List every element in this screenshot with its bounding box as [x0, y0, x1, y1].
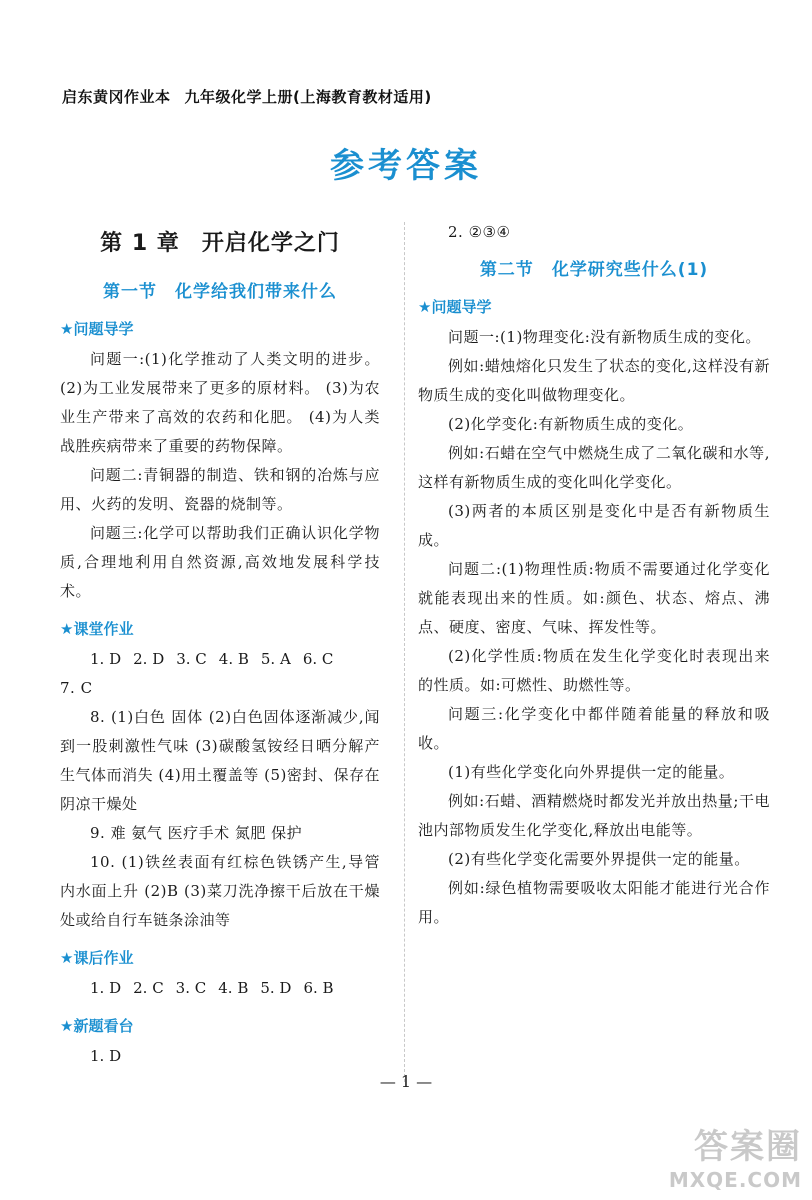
answer-10: 10. (1)铁丝表面有红棕色铁锈产生,导管内水面上升 (2)B (3)菜刀洗净擦干后放在干燥处或给自行车链条涂油等 [60, 853, 380, 929]
section-title: 化学研究些什么(1) [551, 260, 709, 280]
answer-item: 6. C [302, 650, 334, 668]
paragraph: 问题三:化学变化中都伴随着能量的释放和吸收。 [418, 705, 770, 752]
watermark-url: MXQE.COM [668, 1168, 802, 1192]
answer-item: 6. B [303, 979, 334, 997]
answer-item: 3. C [176, 650, 207, 668]
subhead-classwork: ★课堂作业 [60, 620, 134, 638]
paragraph: (1)有些化学变化向外界提供一定的能量。 [448, 763, 735, 781]
paragraph: 问题一:(1)物理变化:没有新物质生成的变化。 [448, 328, 761, 346]
paragraph: 例如:绿色植物需要吸收太阳能才能进行光合作用。 [418, 879, 770, 926]
section-number: 第二节 [479, 260, 534, 280]
paragraph: (2)有些化学变化需要外界提供一定的能量。 [448, 850, 750, 868]
subhead-homework: ★课后作业 [60, 949, 134, 967]
section-heading-2 [418, 255, 770, 280]
answer-item: 2. D [133, 650, 165, 668]
answer-question-1: 问题一:(1)化学推动了人类文明的进步。 (2)为工业发展带来了更多的原材料。 (3)为农业生产带来了高效的农药和化肥。 (4)为人类战胜疾病带来了重要的药物保障。 [60, 350, 380, 455]
section-heading [60, 277, 380, 302]
book-name: 启东黄冈作业本 [62, 88, 171, 106]
answer-item: 4. B [218, 650, 249, 668]
paragraph: 问题二:(1)物理性质:物质不需要通过化学变化就能表现出来的性质。如:颜色、状态、熔点、沸点、硬度、密度、气味、挥发性等。 [418, 560, 770, 636]
answer-8: 8. (1)白色 固体 (2)白色固体逐渐减少,闻到一股刺激性气味 (3)碳酸氢铵经日晒分解产生气体而消失 (4)用土覆盖等 (5)密封、保存在阴凉干燥处 [60, 708, 380, 813]
chapter-title: 开启化学之门 [201, 231, 340, 256]
subhead-guide-2: ★问题导学 [418, 298, 492, 316]
running-header [62, 86, 432, 107]
answer-item: 5. A [260, 650, 291, 668]
chapter-heading [60, 226, 380, 257]
answer-9: 9. 难 氨气 医疗手术 氮肥 保护 [90, 824, 303, 842]
subhead-new-questions: ★新题看台 [60, 1017, 134, 1035]
page-number: — 1 — [379, 1072, 433, 1091]
answer-item: 2. C [133, 979, 164, 997]
new-question-answer-2: 2. ②③④ [448, 223, 511, 241]
section-title: 化学给我们带来什么 [175, 282, 337, 302]
answer-item: 1. D [90, 650, 122, 668]
answer-question-2: 问题二:青铜器的制造、铁和钢的冶炼与应用、火药的发明、瓷器的烧制等。 [60, 466, 380, 513]
right-column [418, 218, 770, 932]
book-subject: 九年级化学上册(上海教育教材适用) [184, 88, 432, 106]
paragraph: 例如:石蜡在空气中燃烧生成了二氧化碳和水等,这样有新物质生成的变化叫化学变化。 [418, 444, 770, 491]
paragraph: (3)两者的本质区别是变化中是否有新物质生成。 [418, 502, 770, 549]
paragraph: (2)化学变化:有新物质生成的变化。 [448, 415, 694, 433]
paragraph: 例如:蜡烛熔化只发生了状态的变化,这样没有新物质生成的变化叫做物理变化。 [418, 357, 770, 404]
left-column [60, 218, 380, 1071]
classwork-answers [60, 645, 380, 674]
answer-7: 7. C [60, 679, 93, 697]
answer-question-3: 问题三:化学可以帮助我们正确认识化学物质,合理地利用自然资源,高效地发展科学技术。 [60, 524, 380, 600]
column-divider [404, 222, 405, 1082]
answer-item: 4. B [218, 979, 249, 997]
section-number: 第一节 [103, 282, 157, 302]
paragraph: (2)化学性质:物质在发生化学变化时表现出来的性质。如:可燃性、助燃性等。 [418, 647, 770, 694]
watermark-text: 答案圈 [694, 1127, 802, 1167]
page-title: 参考答案 [330, 146, 482, 186]
answer-item: 3. C [175, 979, 207, 997]
subhead-guide: ★问题导学 [60, 320, 134, 338]
new-question-answer-1: 1. D [90, 1047, 122, 1065]
paragraph: 例如:石蜡、酒精燃烧时都发光并放出热量;干电池内部物质发生化学变化,释放出电能等。 [418, 792, 770, 839]
watermark-logo [669, 1119, 802, 1192]
answer-item: 1. D [90, 979, 122, 997]
chapter-number: 第 1 章 [100, 231, 180, 256]
homework-answers [60, 974, 380, 1003]
answer-item: 5. D [260, 979, 292, 997]
